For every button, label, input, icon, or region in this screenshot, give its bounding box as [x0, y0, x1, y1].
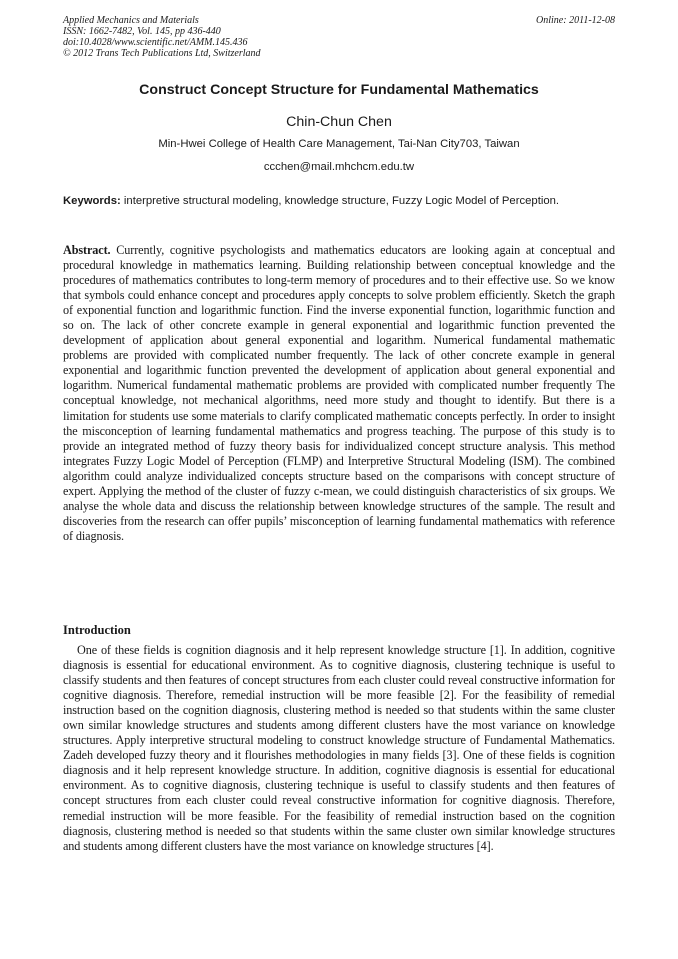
journal-name: Applied Mechanics and Materials	[63, 15, 199, 26]
online-date: Online: 2011-12-08	[536, 15, 615, 26]
author-email: ccchen@mail.mhchcm.edu.tw	[263, 161, 415, 173]
doi-line: doi:10.4028/www.scientific.net/AMM.145.436	[63, 37, 248, 48]
author-affiliation: Min-Hwei College of Health Care Management, Tai-Nan City703, Taiwan	[158, 138, 520, 150]
author-name: Chin-Chun Chen	[286, 114, 392, 130]
paper-title: Construct Concept Structure for Fundamental Mathematics	[139, 82, 539, 98]
journal-header	[63, 15, 615, 59]
keywords-label: Keywords:	[63, 195, 121, 207]
issn-line: ISSN: 1662-7482, Vol. 145, pp 436-440	[63, 26, 221, 37]
abstract-label: Abstract.	[63, 243, 111, 257]
introduction-heading: Introduction	[63, 623, 131, 637]
abstract-paragraph	[63, 243, 615, 544]
keywords-line	[63, 195, 623, 207]
abstract-text: Currently, cognitive psychologists and mathematics educators are looking again at conceptual and procedural knowledge in mathematics learning. Building relationship between conceptual knowledge and the procedures of mathematics contributes to long-term memory of procedures and to their effective use. So we know that symbols could enhance concept and procedures apply concepts to solve problem efficiently. Sketch the graph of exponential function and logarithmic function. Find the inverse exponential function, logarithmic function and so on. The lack of other concrete example in general exponential and logarithmic function prevented the development of application about general exponential and logarithm. Numerical fundamental mathematic problems are provided with complicated number frequently. The lack of other concrete example in general exponential and logarithmic function prevented the development of application about general exponential and logarithm. Numerical fundamental mathematic problems are provided with complicated number frequently The conceptual knowledge, not mechanical algorithms, need more study and thought to identify. But there is a limitation for students use some materials to clarify complicated mathematic concepts perfectly. In order to insight the misconception of learning fundamental mathematics and progress teaching. The purpose of this study is to provide an integrated method of fuzzy theory basis for individualized concept structure analysis. This method integrates Fuzzy Logic Model of Perception (FLMP) and Interpretive Structural Modeling (ISM). The combined algorithm could analyze individualized concepts structure based on the comparisons with concept structure of expert. Applying the method of the cluster of fuzzy c-mean, we could distinguish characteristics of six groups. We analyse the whole data and discuss the relationship between knowledge structures of the sample. The result and discoveries from the research can offer pupils’ misconception of learning fundamental mathematics with reference of diagnosis.	[63, 243, 615, 543]
introduction-paragraph: One of these fields is cognition diagnosis and it help represent knowledge structure [1]. In addition, cognitive diagnosis is essential for educational environment. As to cognitive diagnosis, clustering technique is useful to classify students and then features of concept structures from each cluster could reveal constructive information for cognitive diagnosis. Therefore, remedial instruction will be more feasible [2]. For the feasibility of remedial instruction based on the cognition diagnosis, clustering method is needed so that students within the same cluster own similar knowledge structures and students among different clusters have the most variance on knowledge structures. Apply interpretive structural modeling to construct knowledge structure of Fundamental Mathematics. Zadeh developed fuzzy theory and it flourishes methodologies in many fields [3]. One of these fields is cognition diagnosis and it help represent knowledge structure. In addition, cognitive diagnosis is essential for educational environment. As to cognitive diagnosis, clustering technique is useful to classify students and then features of concept structures from each cluster could reveal constructive information for cognitive diagnosis. Therefore, remedial instruction will be more feasible. For the feasibility of remedial instruction based on the cognition diagnosis, clustering method is needed so that students within the same cluster own similar knowledge structures and students among different clusters have the most variance on knowledge structures [4].	[63, 643, 615, 853]
copyright-line: © 2012 Trans Tech Publications Ltd, Switzerland	[63, 48, 261, 59]
keywords-text: interpretive structural modeling, knowledge structure, Fuzzy Logic Model of Perception.	[123, 195, 560, 207]
